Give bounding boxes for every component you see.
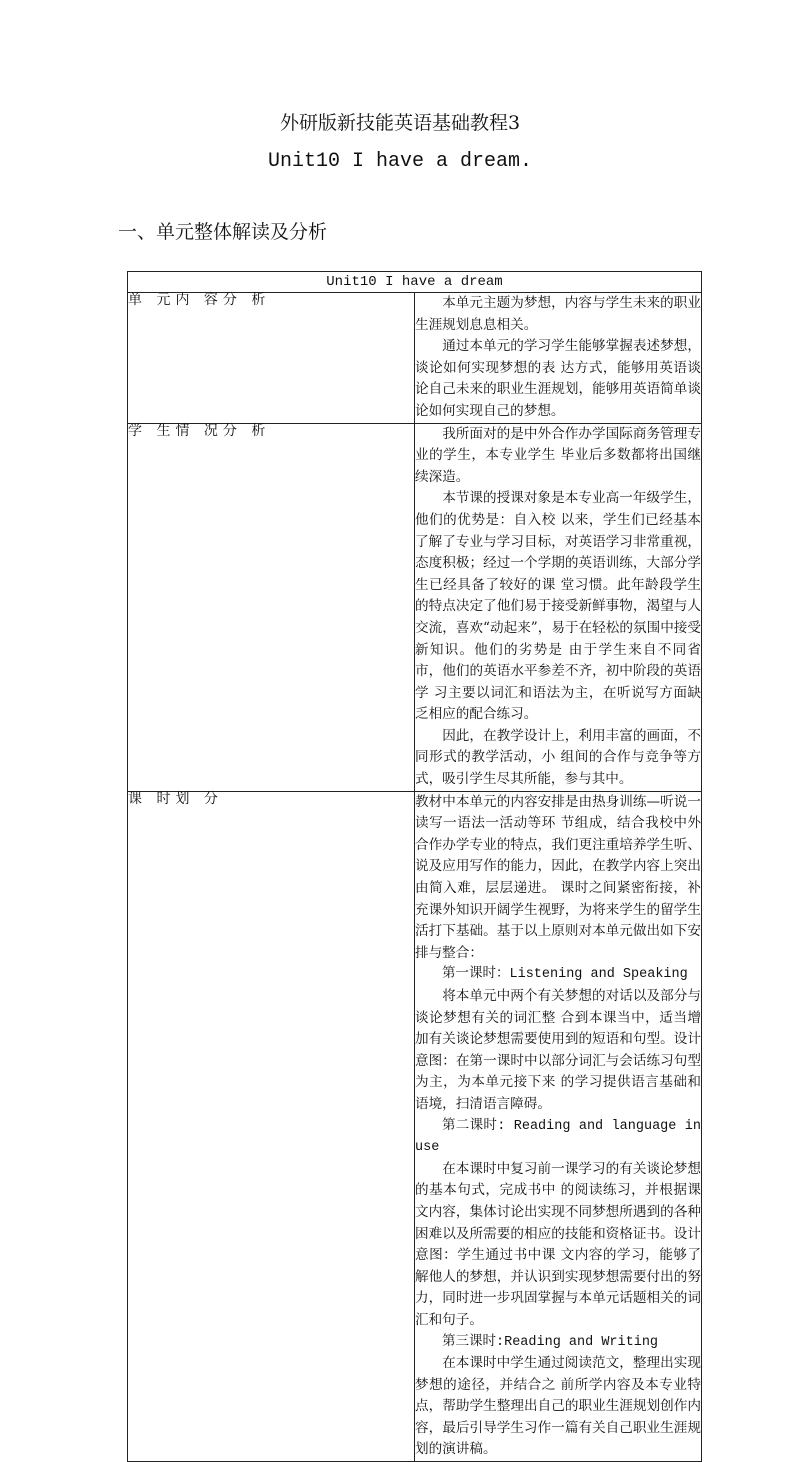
- paragraph: 将本单元中两个有关梦想的对话以及部分与谈论梦想有关的词汇整 合到本课当中，适当增加有关谈论梦想需要使用到的短语和句型。设计 意图：在第一课时中以部分词汇与会话练习句型为主，为本单元接下来 的学习提供语言基础和语境，扫清语言障碍。: [415, 988, 701, 1112]
- paragraph: 在本课时中学生通过阅读范文，整理出实现梦想的途径，并结合之 前所学内容及本专业特点，帮助学生整理出自己的职业生涯规划创作内 容，最后引导学生习作一篇有关自己职业生涯规划的演讲稿。: [415, 1355, 701, 1458]
- row-content-student-analysis: [415, 423, 702, 791]
- row-label-lesson-division: 课 时划 分: [128, 791, 415, 1461]
- paragraph: 通过本单元的学习学生能够掌握表述梦想，谈论如何实现梦想的表 达方式，能够用英语谈论自己未来的职业生涯规划，能够用英语简单谈 论如何实现自己的梦想。: [415, 338, 701, 419]
- paragraph: 本单元主题为梦想，内容与学生未来的职业生涯规划息息相关。: [415, 295, 701, 333]
- paragraph: 教材中本单元的内容安排是由热身训练—听说一读写一语法一活动等环 节组成，结合我校中外合作办学专业的特点，我们更注重培养学生听、 说及应用写作的能力，因此，在教学内容上突出由简入难，层层递进。 课时之间紧密衔接，补充课外知识开阔学生视野，为将来学生的留学生 活打下基础。基于以上原则对本单元做出如下安排与整合：: [415, 793, 701, 961]
- row-content-unit-analysis: [415, 293, 702, 424]
- paragraph: 因此，在教学设计上，利用丰富的画面，不同形式的教学活动，小 组间的合作与竞争等方式，吸引学生尽其所能，参与其中。: [415, 727, 701, 788]
- unit-analysis-table: [127, 271, 702, 1462]
- row-label-student-analysis: 学 生情 况分 析: [128, 423, 415, 791]
- table-header-row: [128, 272, 702, 293]
- document-title: 外研版新技能英语基础教程3: [279, 112, 521, 134]
- paragraph: 我所面对的是中外合作办学国际商务管理专业的学生，本专业学生 毕业后多数都将出国继续深造。: [415, 425, 701, 485]
- paragraph: 本节课的授课对象是本专业高一年级学生，他们的优势是：自入校 以来，学生们已经基本了解了专业与学习目标，对英语学习非常重视， 态度积极；经过一个学期的英语训练，大部分学生已经具备了较好的课 堂习惯。此年龄段学生的特点决定了他们易于接受新鲜事物，渴望与人 交流，喜欢“动起来”，易于在轻松的氛围中接受新知识。他们的劣势是 由于学生来自不同省市，他们的英语水平参差不齐，初中阶段的英语学 习主要以词汇和语法为主，在听说写方面缺乏相应的配合练习。: [415, 490, 701, 723]
- row-label-unit-content: 单 元内 容分 析: [128, 293, 415, 424]
- table-header: Unit10 I have a dream: [128, 272, 702, 293]
- lesson-heading-3: 第三课时:Reading and Writing: [442, 1334, 659, 1350]
- paragraph: 在本课时中复习前一课学习的有关谈论梦想的基本句式，完成书中 的阅读练习，并根据课文内容，集体讨论出实现不同梦想所遇到的各种 困难以及所需要的相应的技能和资格证书。设计意图：学生通过书中课 文内容的学习，能够了解他人的梦想，并认识到实现梦想需要付出的努 力，同时进一步巩固掌握与本单元话题相关的词汇和句子。: [415, 1160, 701, 1328]
- row-content-lesson-division: [415, 791, 702, 1461]
- unit-title: Unit10 I have a dream.: [267, 150, 533, 173]
- table-row-unit-analysis: [128, 293, 702, 424]
- lesson-heading-1: 第一课时：Listening and Speaking: [442, 967, 688, 983]
- section-heading: 一、单元整体解读及分析: [118, 221, 328, 243]
- table-row-student-analysis: [128, 423, 702, 791]
- lesson-heading-2: 第二课时: Reading and language in use: [415, 1118, 701, 1156]
- table-row-lesson-division: [128, 791, 702, 1461]
